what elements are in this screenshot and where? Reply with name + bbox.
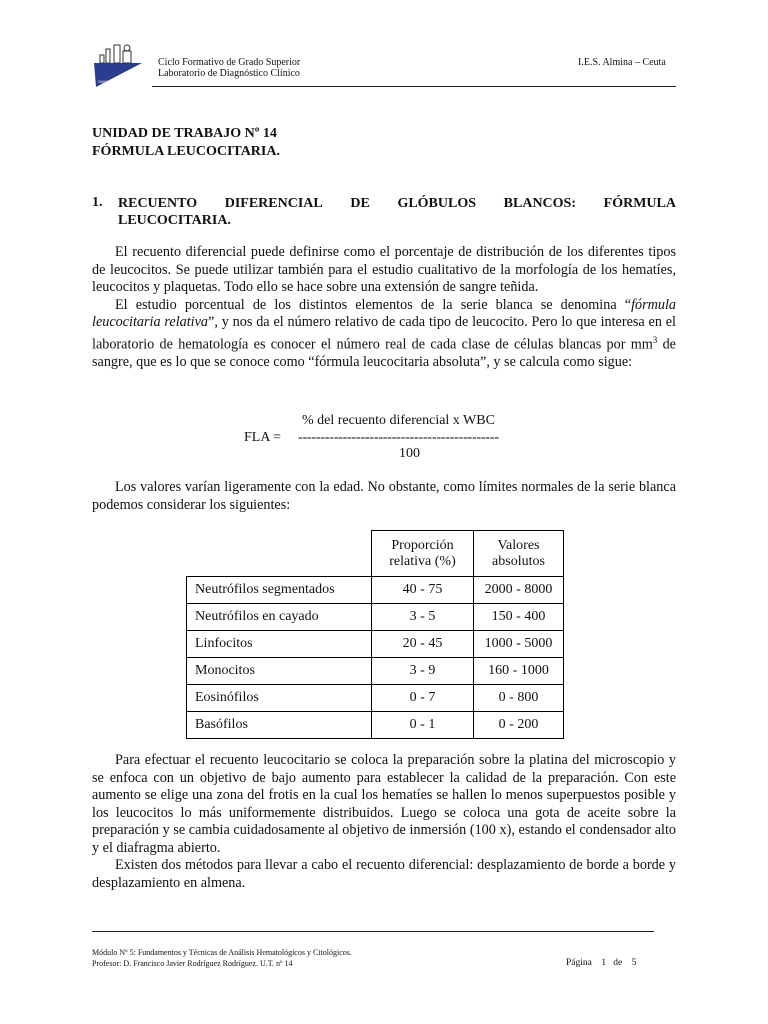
- section-word: BLANCOS:: [503, 196, 577, 211]
- formula-bar: ---------------------------------------------: [298, 430, 499, 445]
- table-row: [187, 685, 564, 712]
- formula-numerator: % del recuento diferencial x WBC: [302, 413, 495, 428]
- footer-divider: [92, 931, 654, 932]
- table-row: [187, 604, 564, 631]
- page-of-label: de: [613, 958, 623, 968]
- cell-absolute: 0 - 200: [474, 712, 564, 739]
- cell-name: Eosinófilos: [187, 685, 372, 712]
- formula-denominator: 100: [399, 446, 420, 461]
- section-word: GLÓBULOS: [397, 196, 477, 211]
- cell-absolute: 0 - 800: [474, 685, 564, 712]
- paragraph-definition: El recuento diferencial puede definirse como el porcentaje de distribución de los diferentes tipos de leucocitos. Se puede utilizar también para el estudio cualitativo de la morfología de los hematíes, leucocitos y plaquetas. Todo ello se hace sobre una extensión de sangre teñida.: [92, 244, 676, 295]
- body-text-top: [92, 244, 676, 371]
- cell-absolute: 160 - 1000: [474, 658, 564, 685]
- unit-name: FÓRMULA LEUCOCITARIA.: [92, 144, 280, 159]
- table-row: [187, 577, 564, 604]
- section-word: DE: [350, 196, 370, 211]
- section-number: 1.: [92, 195, 103, 210]
- unit-title: UNIDAD DE TRABAJO Nº 14: [92, 126, 277, 141]
- header-relative: Proporción relativa (%): [372, 531, 474, 577]
- header-program: [158, 57, 300, 79]
- header-divider: [152, 86, 676, 87]
- footer-module: Módulo Nº 5: Fundamentos y Técnicas de Análisis Hematológicos y Citológicos.: [92, 948, 352, 957]
- section-heading: [118, 195, 676, 229]
- cell-absolute: 150 - 400: [474, 604, 564, 631]
- section-word: RECUENTO: [118, 196, 198, 211]
- formula-lhs: FLA =: [244, 430, 282, 445]
- section-word: FÓRMULA: [603, 196, 676, 211]
- cell-name: Neutrófilos segmentados: [187, 577, 372, 604]
- cell-relative: 0 - 1: [372, 712, 474, 739]
- body-text-values: [92, 479, 676, 514]
- cell-relative: 3 - 5: [372, 604, 474, 631]
- section-heading-line2: LEUCOCITARIA.: [118, 213, 231, 228]
- paragraph-methods: Existen dos métodos para llevar a cabo el recuento diferencial: desplazamiento de borde a borde y desplazamiento en almena.: [92, 857, 676, 891]
- page-indicator: [566, 958, 636, 968]
- table-row: [187, 712, 564, 739]
- document-title: [92, 125, 280, 161]
- page-label: Página: [566, 958, 592, 968]
- cell-name: Linfocitos: [187, 631, 372, 658]
- table-header-row: [187, 531, 564, 577]
- paragraph-normal-limits: Los valores varían ligeramente con la edad. No obstante, como límites normales de la serie blanca podemos considerar los siguientes:: [92, 479, 676, 513]
- cell-relative: 3 - 9: [372, 658, 474, 685]
- cell-name: Monocitos: [187, 658, 372, 685]
- cell-name: Neutrófilos en cayado: [187, 604, 372, 631]
- header-line1: Ciclo Formativo de Grado Superior: [158, 57, 301, 68]
- header-line2: Laboratorio de Diagnóstico Clínico: [158, 68, 300, 79]
- body-text-bottom: [92, 752, 676, 892]
- cell-absolute: 2000 - 8000: [474, 577, 564, 604]
- cell-name: Basófilos: [187, 712, 372, 739]
- header-school: I.E.S. Almina – Ceuta: [578, 57, 666, 68]
- reference-values-table: [186, 530, 564, 739]
- cell-absolute: 1000 - 5000: [474, 631, 564, 658]
- paragraph-procedure: Para efectuar el recuento leucocitario se coloca la preparación sobre la platina del microscopio y se enfoca con un objetivo de bajo aumento para establecer la calidad de la preparación. Con este aumento se elige una zona del frotis en la cual los hematíes se hallen lo menos superpuestos posible y los leucocitos lo más uniformemente distribuidos. Luego se coloca una gota de aceite sobre la preparación y se cambia cuidadosamente al objetivo de inmersión (100 x), estando el condensador alto y el diafragma abierto.: [92, 752, 676, 856]
- school-logo: [92, 41, 144, 89]
- section-word: DIFERENCIAL: [224, 196, 323, 211]
- page-total: 5: [631, 958, 637, 968]
- footer-info: [92, 947, 352, 969]
- table-row: [187, 631, 564, 658]
- cell-relative: 20 - 45: [372, 631, 474, 658]
- page-current: 1: [601, 958, 607, 968]
- cell-relative: 40 - 75: [372, 577, 474, 604]
- cell-relative: 0 - 7: [372, 685, 474, 712]
- footer-professor: Profesor: D. Francisco Javier Rodríguez Rodríguez. U.T. nº 14: [92, 959, 293, 968]
- paragraph-relative-absolute: El estudio porcentual de los distintos elementos de la serie blanca se denomina “fórmula leucocitaria relativa”, y nos da el número relativo de cada tipo de leucocito. Pero lo que interesa en el laboratorio de hematología es conocer el número real de cada clase de células blancas por $mm^3$ de sangre, que es lo que se conoce como “fórmula leucocitaria absoluta”, y se calcula como sigue:: [92, 296, 677, 370]
- svg-text:SANIDAD: SANIDAD: [98, 79, 116, 84]
- table-row: [187, 658, 564, 685]
- header-absolute: Valores absolutos: [474, 531, 564, 577]
